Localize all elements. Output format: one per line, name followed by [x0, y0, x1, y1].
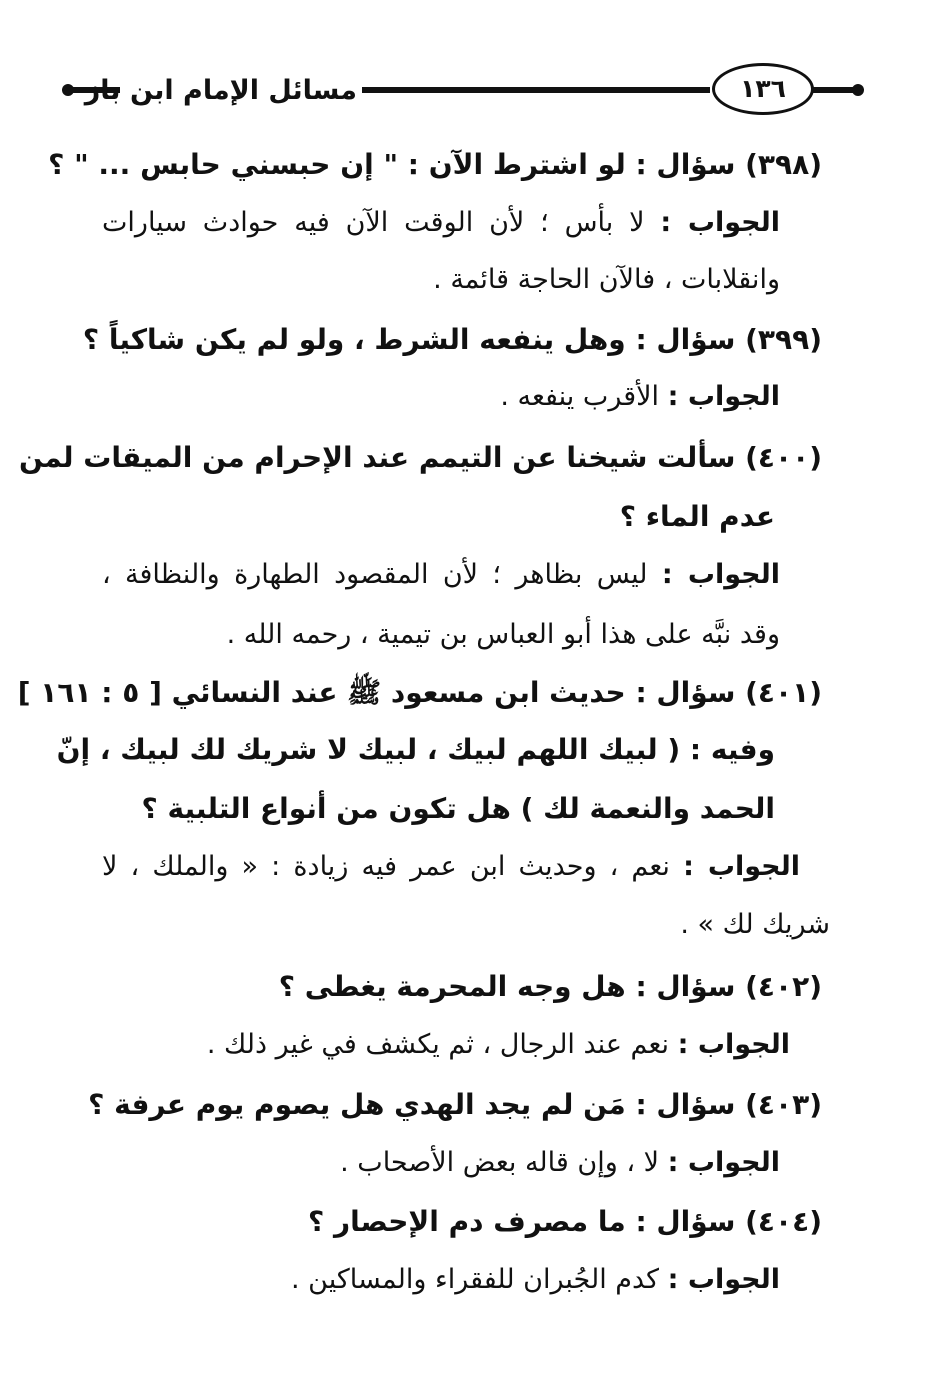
header-rule-middle [362, 87, 710, 93]
answer-404: الجواب : كدم الجُبران للفقراء والمساكين . [291, 1264, 780, 1295]
answer-label: الجواب : [677, 1029, 790, 1060]
answer-label: الجواب : [683, 851, 800, 882]
question-399: (٣٩٩) سؤال : وهل ينفعه الشرط ، ولو لم يكن شاكياً ؟ [82, 323, 822, 356]
header-ornament-dot-right [852, 84, 864, 96]
question-400-line-1: (٤٠٠) سألت شيخنا عن التيمم عند الإحرام من الميقات لمن [19, 441, 822, 474]
answer-398-line-2: وانقلابات ، فالآن الحاجة قائمة . [433, 264, 780, 295]
answer-398-line-1: الجواب : لا بأس ؛ لأن الوقت الآن فيه حوادث سيارات [102, 207, 780, 238]
running-title: مسائل الإمام ابن باز [84, 75, 357, 106]
answer-label: الجواب : [667, 381, 780, 412]
answer-403: الجواب : لا ، وإن قاله بعض الأصحاب . [340, 1147, 780, 1178]
question-398: (٣٩٨) سؤال : لو اشترط الآن : " إن حبسني حابس ... " ؟ [48, 148, 822, 181]
answer-label: الجواب : [667, 1264, 780, 1295]
answer-399: الجواب : الأقرب ينفعه . [500, 381, 780, 412]
answer-401-line-2: شريك لك » . [680, 909, 830, 940]
answer-402: الجواب : نعم عند الرجال ، ثم يكشف في غير ذلك . [206, 1029, 790, 1060]
answer-400-line-1: الجواب : ليس بظاهر ؛ لأن المقصود الطهارة والنظافة ، [102, 559, 780, 590]
question-401-line-1: (٤٠١) سؤال : حديث ابن مسعود ﷺ عند النسائي [ ٥ : ١٦١ ] [17, 676, 822, 709]
question-401-line-3: الحمد والنعمة لك ) هل تكون من أنواع التلبية ؟ [141, 792, 775, 825]
running-header [0, 55, 950, 125]
answer-400-line-2: وقد نبَّه على هذا أبو العباس بن تيمية ، رحمه الله . [226, 619, 780, 650]
answer-label: الجواب : [661, 559, 780, 590]
question-401-line-2: وفيه : ( لبيك اللهم لبيك ، لبيك لا شريك لك لبيك ، إنّ [56, 733, 775, 766]
question-402: (٤٠٢) سؤال : هل وجه المحرمة يغطى ؟ [278, 970, 822, 1003]
answer-label: الجواب : [667, 1147, 780, 1178]
answer-label: الجواب : [660, 207, 780, 238]
question-404: (٤٠٤) سؤال : ما مصرف دم الإحصار ؟ [308, 1205, 822, 1238]
page-number: ١٣٦ [712, 63, 814, 115]
answer-401-line-1: الجواب : نعم ، وحديث ابن عمر فيه زيادة : « والملك ، لا [102, 851, 800, 882]
question-400-line-2: عدم الماء ؟ [619, 500, 775, 533]
question-403: (٤٠٣) سؤال : مَن لم يجد الهدي هل يصوم يوم عرفة ؟ [88, 1088, 822, 1121]
